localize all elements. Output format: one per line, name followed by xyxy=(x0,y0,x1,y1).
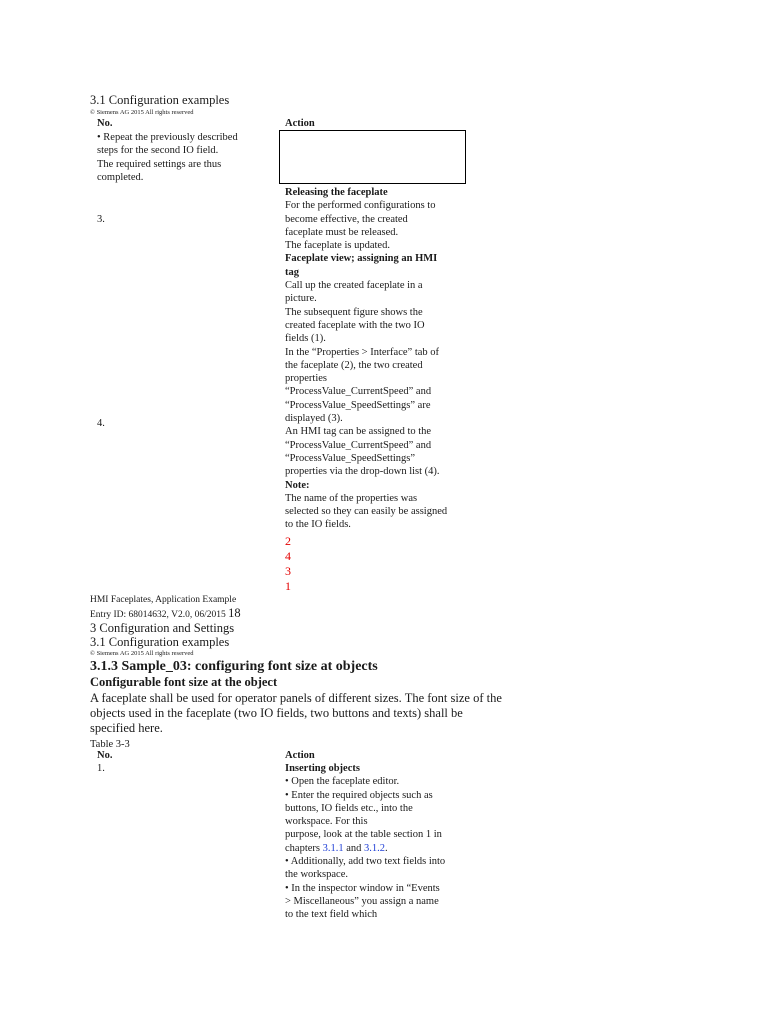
text-line: For the performed configurations to xyxy=(285,200,436,212)
text-line: • Open the faceplate editor. xyxy=(285,776,400,788)
text-line: The faceplate is updated. xyxy=(285,240,390,252)
text-line: buttons, IO fields etc., into the xyxy=(285,802,413,814)
footer-doc-title: HMI Faceplates, Application Example xyxy=(90,595,237,605)
subheading: Configurable font size at the object xyxy=(90,675,278,689)
and-text: and xyxy=(343,842,365,854)
text-line: In the “Properties > Interface” tab of xyxy=(285,346,440,358)
step-1-number: 1. xyxy=(97,763,105,774)
text-line: “ProcessValue_SpeedSettings” are xyxy=(285,399,431,411)
callout-number: 3 xyxy=(285,564,291,578)
text-line: The required settings are thus xyxy=(97,158,222,170)
text-line: “ProcessValue_CurrentSpeed” and xyxy=(285,386,432,398)
chapter-link-3-1-2[interactable]: 3.1.2 xyxy=(364,842,386,854)
text-line: steps for the second IO field. xyxy=(97,145,219,157)
callout-number: 1 xyxy=(285,579,291,593)
screenshot-placeholder-frame xyxy=(279,130,466,184)
text-line: • Additionally, add two text fields into xyxy=(285,856,446,868)
step-3-action xyxy=(285,186,447,532)
text-line: The name of the properties was xyxy=(285,492,418,504)
text-line: created faceplate with the two IO xyxy=(285,319,425,331)
note-label: Note: xyxy=(285,479,310,491)
step-3-heading: Releasing the faceplate xyxy=(285,187,388,198)
step-4-number: 4. xyxy=(97,418,105,429)
step-4-heading: Faceplate view; assigning an HMI xyxy=(285,253,438,265)
text-line: become effective, the created xyxy=(285,213,408,225)
text-line: > Miscellaneous” you assign a name xyxy=(285,895,439,907)
entry-id: Entry ID: 68014632, V2.0, 06/2015 xyxy=(90,610,226,620)
callout-number: 4 xyxy=(285,549,291,563)
text-line: specified here. xyxy=(90,721,163,735)
text-line: properties xyxy=(285,373,327,385)
text-line: completed. xyxy=(97,171,144,183)
section-header: 3.1 Configuration examples xyxy=(90,93,230,107)
text-line: to the text field which xyxy=(285,909,378,921)
text-line: displayed (3). xyxy=(285,413,343,425)
text-line: faceplate must be released. xyxy=(285,226,399,238)
text-line: • In the inspector window in “Events xyxy=(285,882,440,894)
page-number: 18 xyxy=(228,606,241,620)
text-line: • Enter the required objects such as xyxy=(285,789,433,801)
text-line: purpose, look at the table section 1 in xyxy=(285,829,442,841)
section-heading: 3.1.3 Sample_03: configuring font size at objects xyxy=(90,659,378,674)
step-2-text xyxy=(97,131,238,184)
chapter-link-3-1-1[interactable]: 3.1.1 xyxy=(322,842,344,854)
copyright-note: © Siemens AG 2015 All rights reserved xyxy=(90,650,194,657)
text-line: fields (1). xyxy=(285,333,326,345)
column-header-no: No. xyxy=(97,750,113,761)
step-1-action xyxy=(285,762,445,922)
text-line: workspace. For this xyxy=(285,816,368,828)
column-header-no: No. xyxy=(97,118,113,129)
text-line: the workspace. xyxy=(285,869,348,881)
column-header-action: Action xyxy=(285,750,315,761)
text-line: The subsequent figure shows the xyxy=(285,306,423,318)
text-line: the faceplate (2), the two created xyxy=(285,359,423,371)
column-header-action: Action xyxy=(285,118,315,129)
section-header: 3.1 Configuration examples xyxy=(90,635,230,649)
step-3-number: 3. xyxy=(97,214,105,225)
text-line: An HMI tag can be assigned to the xyxy=(285,426,432,438)
step-4-heading-cont: tag xyxy=(285,266,299,278)
text-line: • Repeat the previously described xyxy=(97,132,238,143)
text-line: selected so they can easily be assigned xyxy=(285,506,448,518)
text-line: Call up the created faceplate in a xyxy=(285,280,423,292)
text-line: to the IO fields. xyxy=(285,519,351,531)
chapters-prefix: chapters xyxy=(285,842,323,854)
chapters-reference-line xyxy=(285,842,445,855)
step-1-heading: Inserting objects xyxy=(285,763,360,774)
text-line: “ProcessValue_CurrentSpeed” and xyxy=(285,439,432,451)
text-line: “ProcessValue_SpeedSettings” xyxy=(285,452,416,464)
text-line: picture. xyxy=(285,293,317,305)
intro-paragraph xyxy=(90,691,502,736)
period: . xyxy=(385,842,388,854)
callout-number: 2 xyxy=(285,534,291,548)
table-label: Table 3-3 xyxy=(90,739,130,750)
copyright-note: © Siemens AG 2015 All rights reserved xyxy=(90,109,194,116)
text-line: A faceplate shall be used for operator panels of different sizes. The font size of the xyxy=(90,691,502,705)
text-line: properties via the drop-down list (4). xyxy=(285,466,440,478)
text-line: objects used in the faceplate (two IO fields, two buttons and texts) shall be xyxy=(90,706,463,720)
chapter-header: 3 Configuration and Settings xyxy=(90,621,235,635)
footer-entry-id xyxy=(90,607,241,622)
